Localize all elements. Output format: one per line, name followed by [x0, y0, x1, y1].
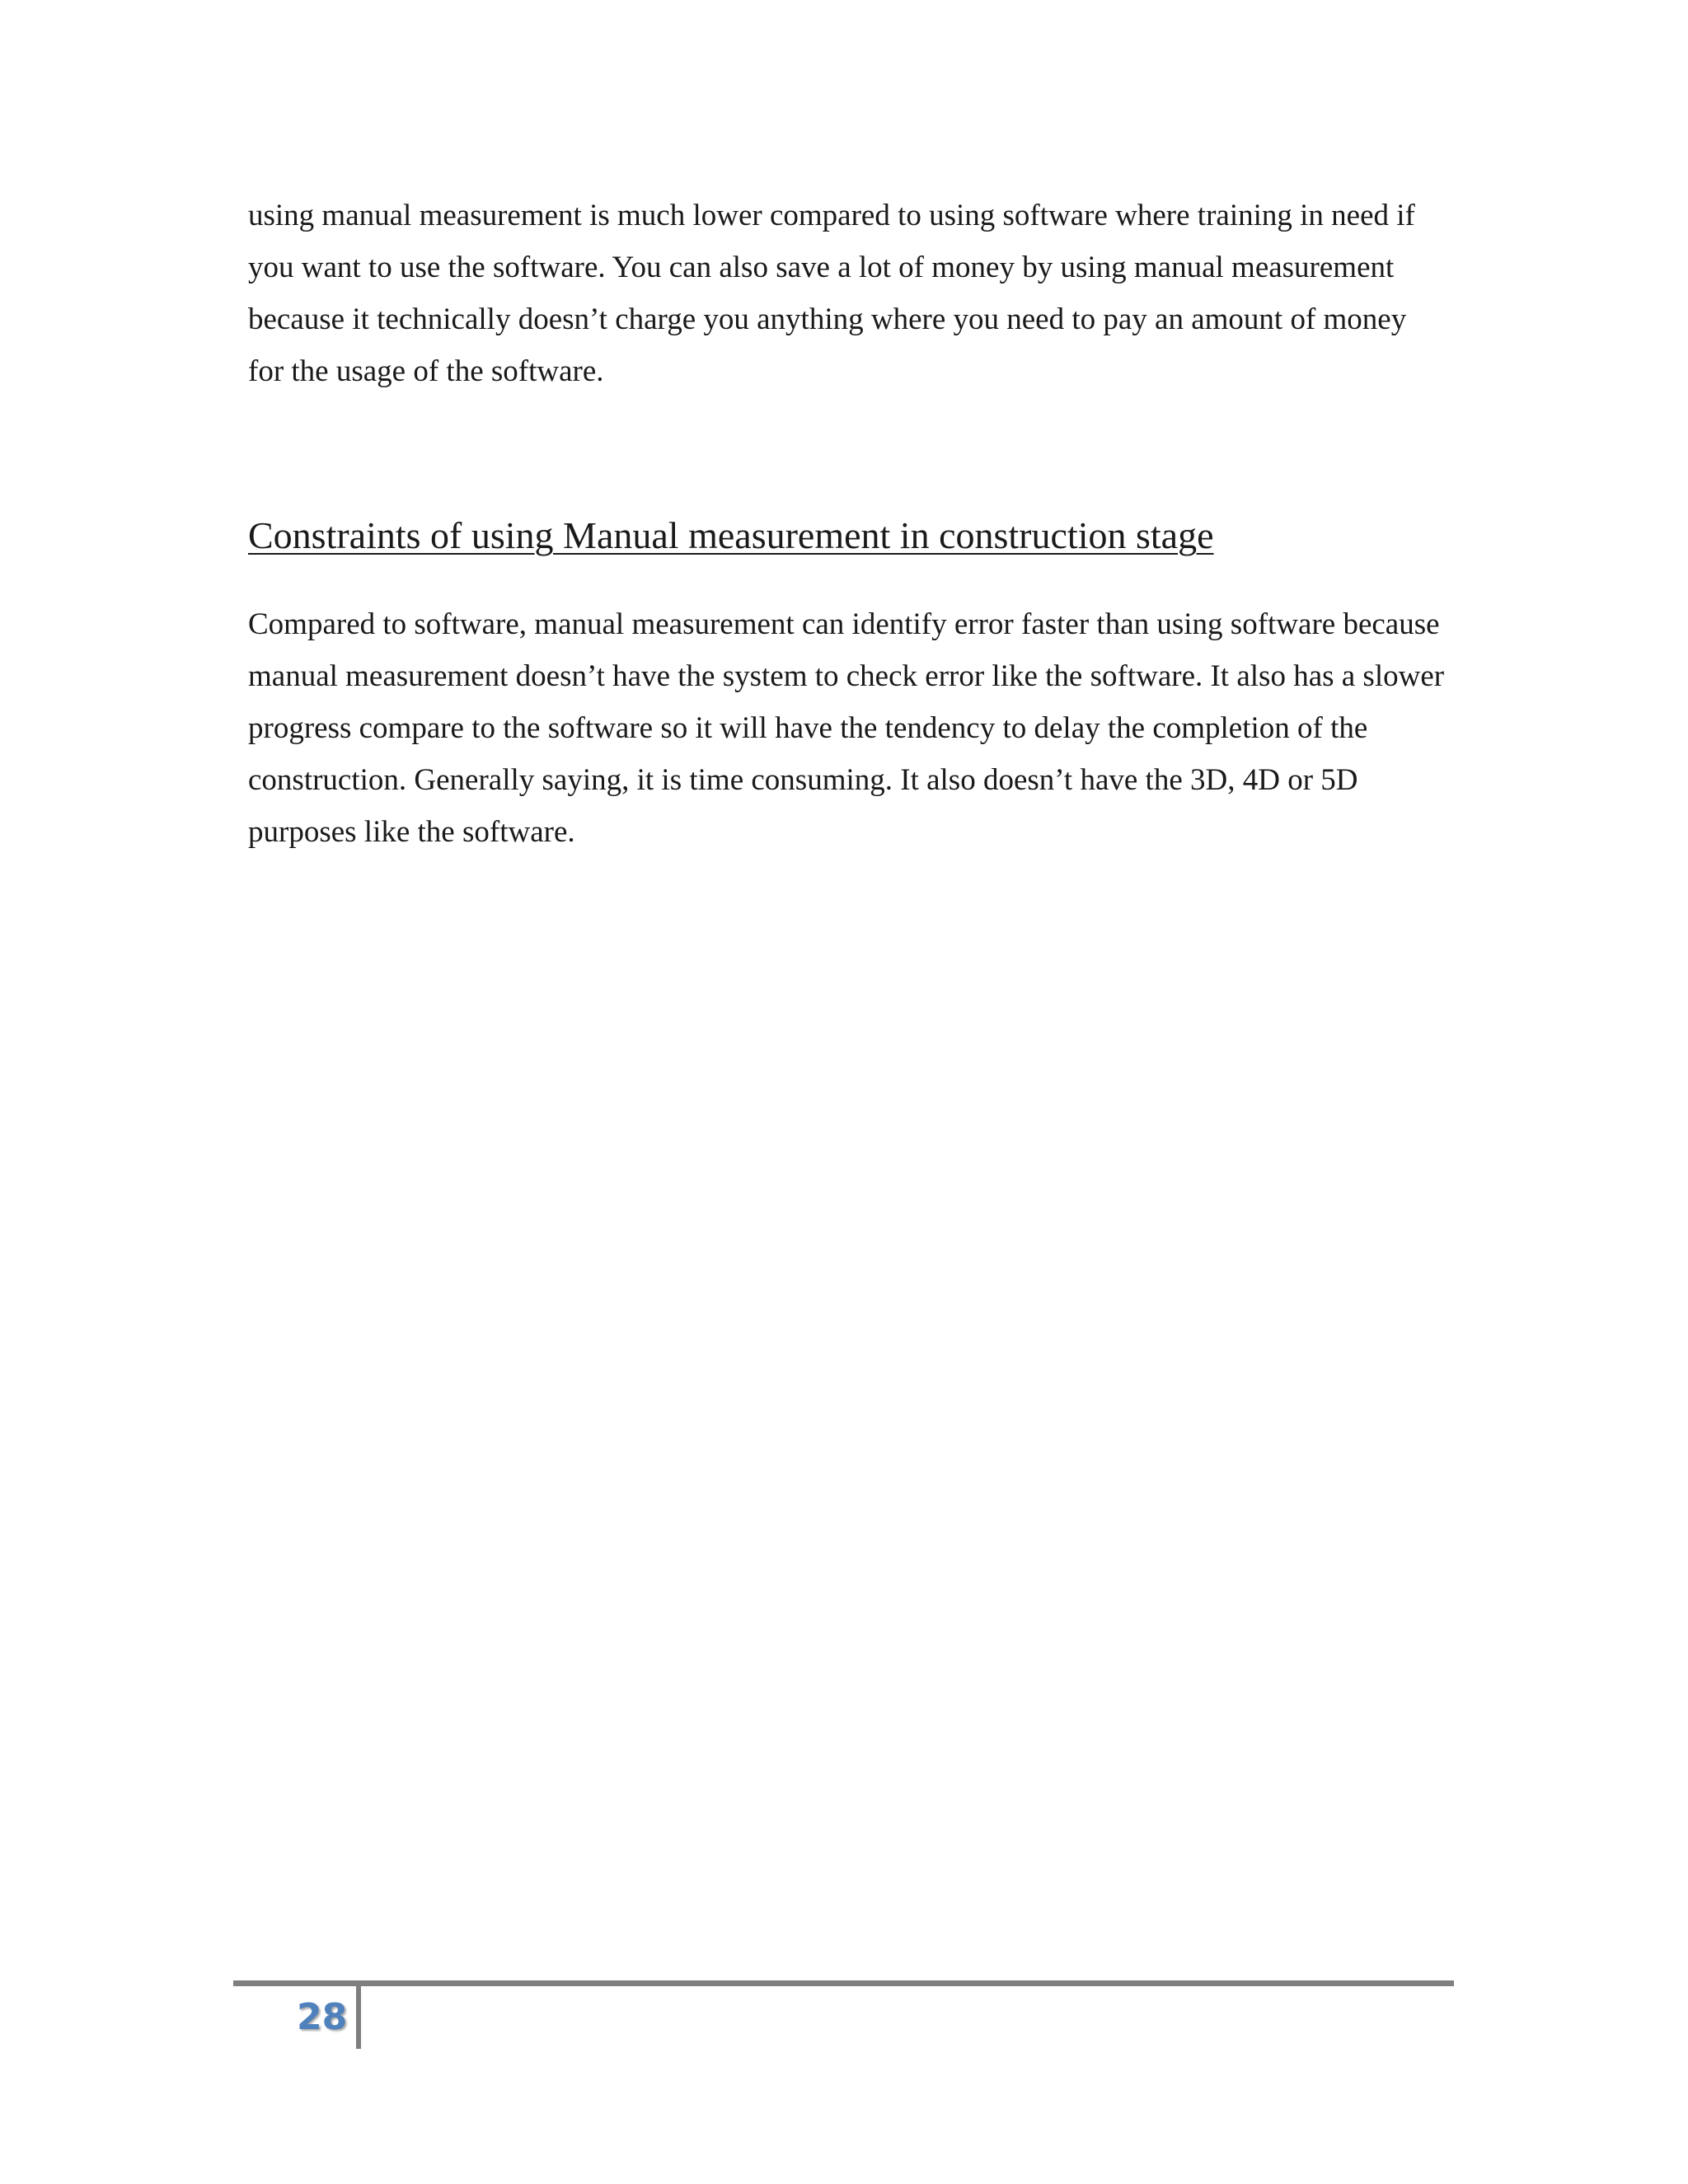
page-number: 28 — [297, 1996, 348, 2038]
paragraph-line: progress compare to the software so it will have the tendency to delay the completion of the — [248, 711, 1368, 745]
paragraph-line: construction. Generally saying, it is time consuming. It also doesn’t have the 3D, 4D or 5D — [248, 763, 1358, 797]
paragraph-line: because it technically doesn’t charge you anything where you need to pay an amount of money — [248, 302, 1407, 336]
paragraph-line: you want to use the software. You can also save a lot of money by using manual measurement — [248, 251, 1395, 284]
footer-divider — [356, 1985, 361, 2049]
paragraph-line: Compared to software, manual measurement can identify error faster than using software because — [248, 607, 1440, 641]
section-heading: Constraints of using Manual measurement in construction stage — [248, 514, 1214, 556]
paragraph-line: for the usage of the software. — [248, 354, 604, 388]
footer-rule — [233, 1980, 1454, 1986]
paragraph-line: purposes like the software. — [248, 815, 575, 849]
paragraph-line: manual measurement doesn’t have the system to check error like the software. It also has a slower — [248, 659, 1445, 693]
paragraph-line: using manual measurement is much lower compared to using software where training in need if — [248, 199, 1415, 232]
